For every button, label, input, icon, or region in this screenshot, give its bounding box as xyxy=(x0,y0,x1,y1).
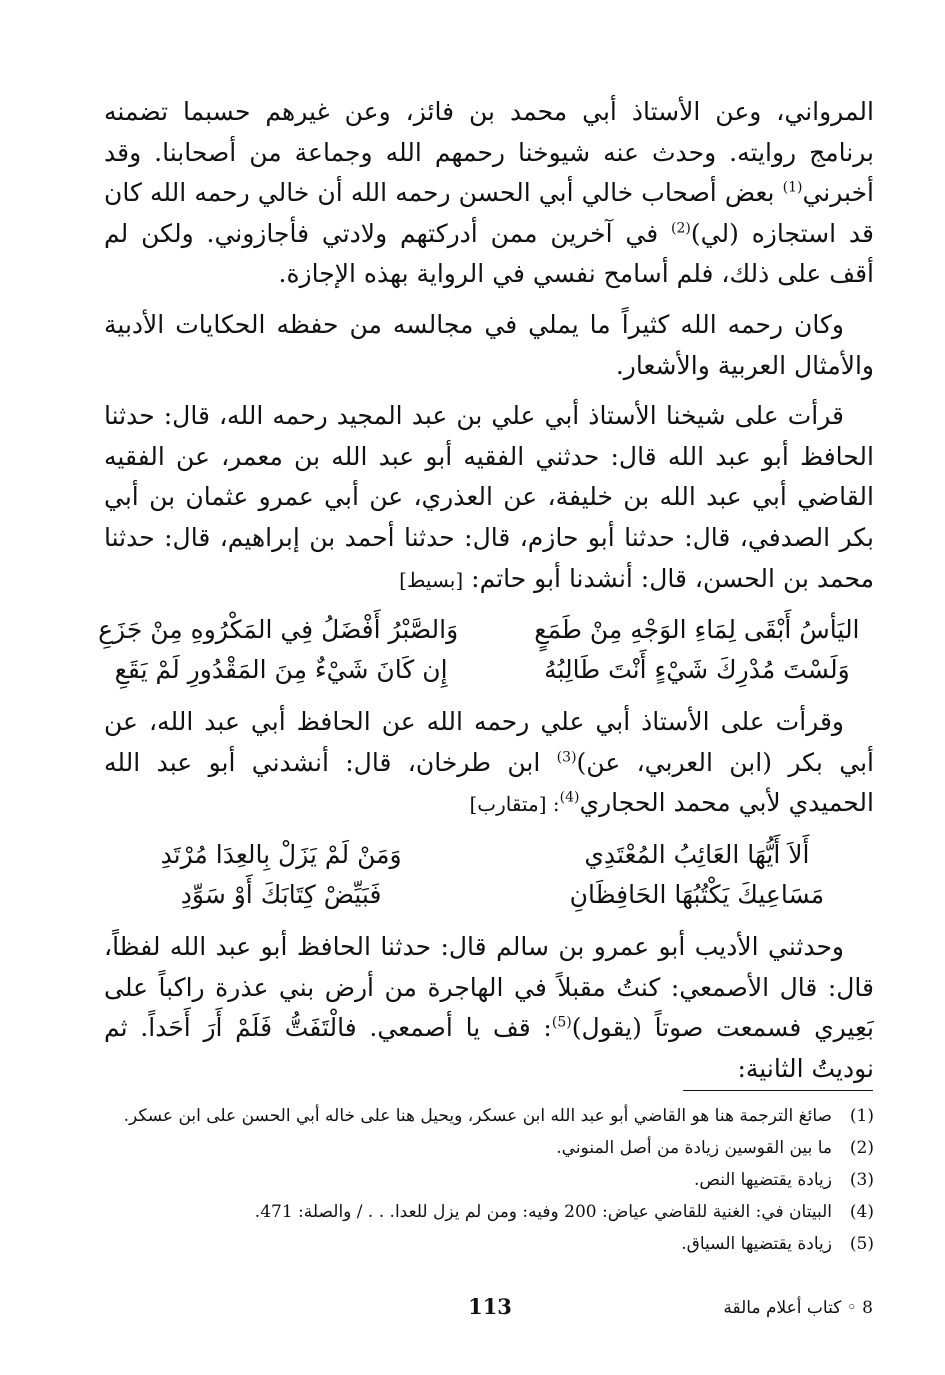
running-title: 8 ◦ كتاب أعلام مالقة xyxy=(723,1298,873,1318)
paragraph-5 xyxy=(104,927,874,1089)
footnote-text: زيادة يقتضيها السياق. xyxy=(681,1234,832,1254)
footnote-number: (4) xyxy=(849,1202,874,1222)
footnote-number: (1) xyxy=(849,1106,874,1126)
footnote-text: ما بين القوسين زيادة من أصل المنوني. xyxy=(556,1138,832,1158)
footnote-separator xyxy=(683,1090,873,1091)
paragraph-3 xyxy=(104,396,874,600)
verse-line xyxy=(104,650,874,690)
footnote-ref-5: (5) xyxy=(551,1014,572,1031)
footnote-text: زيادة يقتضيها النص. xyxy=(693,1170,832,1190)
footnote-ref-1: (1) xyxy=(782,179,803,196)
footnote-ref-3: (3) xyxy=(556,749,577,766)
footnote xyxy=(104,1132,874,1164)
paragraph-1-text-b: بعض أصحاب خالي أبي الحسن رحمه الله أن خالي رحمه الله كان قد استجازه (لي) xyxy=(104,178,875,248)
hemistich-right: مَسَاعِيكَ يَكْتُبُهَا الحَافِظَانِ xyxy=(569,879,825,909)
footnote-number: (2) xyxy=(849,1138,874,1158)
poem-1 xyxy=(98,610,874,690)
footnote-text: البيتان في: الغنية للقاضي عياض: 200 وفيه: ومن لم يزل للعدا. . . / والصلة: 471. xyxy=(254,1202,832,1222)
hemistich-left: إِن كَانَ شَيْءٌ مِنَ المَقْدُورِ لَمْ يَقَعِ xyxy=(114,655,448,685)
paragraph-4 xyxy=(104,702,874,825)
hemistich-right: أَلاَ أَيُّهَا العَائِبُ المُعْتَدِي xyxy=(584,839,810,869)
footnote xyxy=(104,1196,874,1228)
main-text xyxy=(98,92,875,1099)
poem-2 xyxy=(104,835,874,915)
paragraph-1-text-c: في آخرين ممن أدركتهم ولادتي فأجازوني. ولكن لم أقف على ذلك، فلم أسامح نفسي في الرواية بهذه الإجازة. xyxy=(104,218,874,289)
hemistich-right: وَلَسْتَ مُدْرِكَ شَيْءٍ أَنْتَ طَالِبُهُ xyxy=(544,655,850,685)
footnote xyxy=(104,1228,874,1260)
meter-label-1: [بسيط] xyxy=(399,567,464,592)
page-number: 113 xyxy=(468,1294,512,1319)
paragraph-3-text: قرأت على شيخنا الأستاذ أبي علي بن عبد المجيد رحمه الله، قال: حدثنا الحافظ أبو عبد الله قال: حدثني الفقيه أبو عبد الله بن معمر، عن الفقيه القاضي أبي عبد الله بن خليفة، عن العذري، عن أبي عمرو عثمان بن أبي بكر الصدفي، قال: حدثنا أبو حازم، قال: حدثنا أحمد بن إبراهيم، قال: حدثنا محمد بن الحسن، قال: أنشدنا أبو حاتم: xyxy=(104,401,874,593)
footnote-number: (5) xyxy=(849,1234,874,1254)
hemistich-left: فَبَيِّضْ كِتَابَكَ أَوْ سَوِّدِ xyxy=(180,879,382,909)
paragraph-1 xyxy=(104,92,874,295)
paragraph-5-text-b: : قف يا أصمعي. فالْتَفَتُّ فَلَمْ أَرَ أَحَداً. ثم نوديتُ الثانية: xyxy=(104,1013,874,1083)
footnote-ref-4: (4) xyxy=(559,789,580,806)
paragraph-2-text: وكان رحمه الله كثيراً ما يملي في مجالسه من حفظه الحكايات الأدبية والأمثال العربية والأشعار. xyxy=(104,309,874,380)
hemistich-left: وَمَنْ لَمْ يَزَلْ بِالعِدَا مُرْتَدِ xyxy=(160,839,402,869)
verse-line xyxy=(104,835,874,875)
meter-label-2: : [متقارب] xyxy=(469,792,560,817)
paragraph-2 xyxy=(104,305,874,386)
paragraph-4-text: وقرأت على الأستاذ أبي علي رحمه الله عن الحافظ أبي عبد الله، عن أبي بكر (ابن العربي، عن) xyxy=(104,707,874,777)
verse-line xyxy=(104,875,874,915)
footnote xyxy=(104,1164,874,1196)
verse-line xyxy=(98,610,874,650)
hemistich-left: وَالصَّبْرُ أَفْضَلُ فِي المَكْرُوهِ مِنْ جَزَعِ xyxy=(98,615,459,645)
paragraph-5-text: وحدثني الأديب أبو عمرو بن سالم قال: حدثنا الحافظ أبو عبد الله لفظاً، قال: قال الأصمعي: كنتُ مقبلاً في الهاجرة من أرض بني عذرة راكباً على بَعِيري فسمعت صوتاً (يقول) xyxy=(104,931,874,1043)
paragraph-1-text: المرواني، وعن الأستاذ أبي محمد بن فائز، وعن غيرهم حسبما تضمنه برنامج روايته. وحدث عنه شيوخنا رحمهم الله وجماعة من أصحابنا. وقد أخبرني xyxy=(104,97,874,208)
hemistich-right: اليَأسُ أَبْقَى لِمَاءِ الوَجْهِ مِنْ طَمَعٍ xyxy=(534,615,860,645)
footnote-text: صائغ الترجمة هنا هو القاضي أبو عبد الله ابن عسكر، ويحيل هنا على خاله أبي الحسن على ابن عسكر. xyxy=(123,1106,832,1126)
paragraph-4-text-b: ابن طرخان، قال: أنشدني أبو عبد الله الحميدي لأبي محمد الحجاري xyxy=(104,747,874,818)
footnotes xyxy=(104,1100,874,1260)
footnote xyxy=(104,1100,874,1132)
footnote-ref-2: (2) xyxy=(671,220,691,237)
footnote-number: (3) xyxy=(849,1170,874,1190)
